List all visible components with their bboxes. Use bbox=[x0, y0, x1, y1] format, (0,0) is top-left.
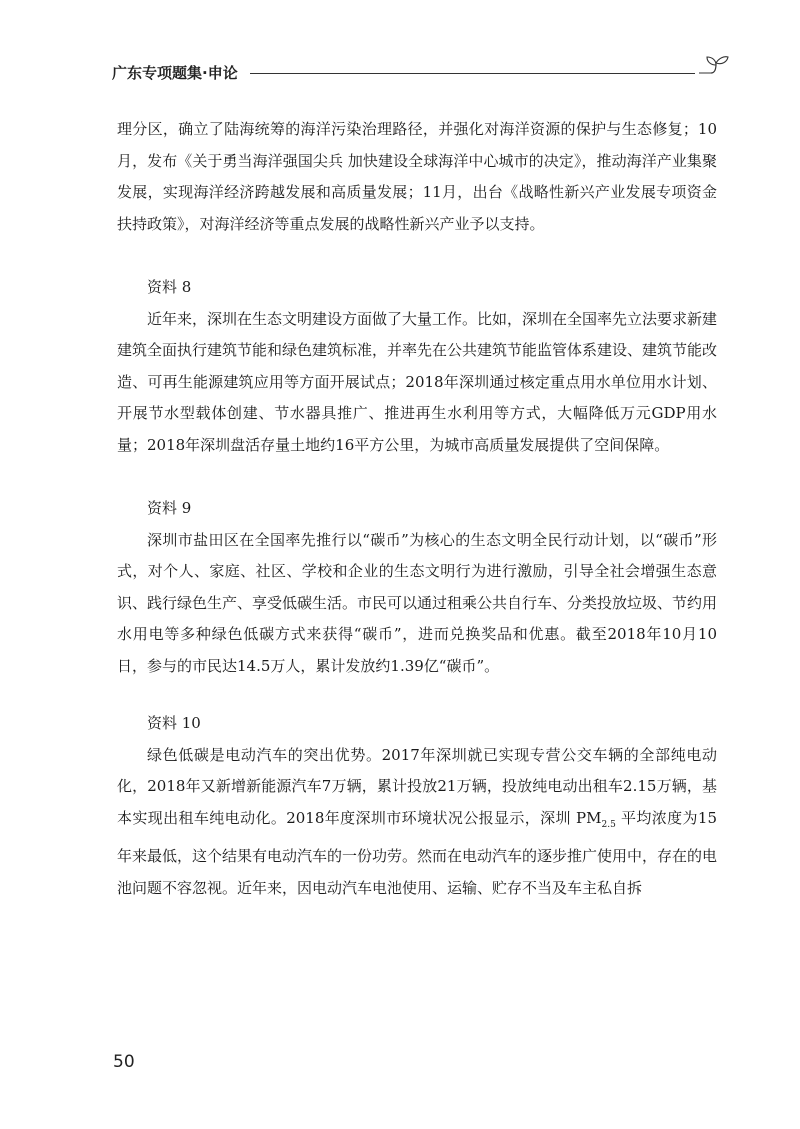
page-header bbox=[112, 60, 722, 90]
material-9-label: 资料 9 bbox=[147, 499, 192, 517]
intro-paragraph: 理分区，确立了陆海统筹的海洋污染治理路径，并强化对海洋资源的保护与生态修复；10月，发布《关于勇当海洋强国尖兵 加快建设全球海洋中心城市的决定》，推动海洋产业集聚发展，实现海洋经济跨越发展和高质量发展；11月，出台《战略性新兴产业发展专项资金扶持政策》，对海洋经济等重点发展的战略性新兴产业予以支持。 bbox=[117, 120, 717, 233]
material-10-paragraph bbox=[117, 740, 717, 905]
material-8-label: 资料 8 bbox=[147, 278, 192, 296]
book-title: 广东专项题集·申论 bbox=[112, 64, 238, 82]
sprout-icon bbox=[697, 52, 731, 84]
material-8-paragraph: 近年来，深圳在生态文明建设方面做了大量工作。比如，深圳在全国率先立法要求新建建筑全面执行建筑节能和绿色建筑标准，并率先在公共建筑节能监管体系建设、建筑节能改造、可再生能源建筑应用等方面开展试点；2018年深圳通过核定重点用水单位用水计划、开展节水型载体创建、节水器具推广、推进再生水利用等方式，大幅降低万元GDP用水量；2018年深圳盘活存量土地约16平方公里，为城市高质量发展提供了空间保障。 bbox=[117, 309, 718, 454]
pm-subscript: 2.5 bbox=[601, 819, 616, 830]
material-10-text-b: 平均浓度为15年来最低，这个结果有电动汽车的一份功劳。然而在电动汽车的逐步推广使用中，存在的电池问题不容忽视。近年来，因电动汽车电池使用、运输、贮存不当及车主私自拆 bbox=[117, 808, 718, 897]
header-rule bbox=[250, 73, 695, 74]
page-body bbox=[117, 114, 717, 904]
material-10-text-a: 绿色低碳是电动汽车的突出优势。2017年深圳就已实现专营公交车辆的全部纯电动化，2018年又新增新能源汽车7万辆，累计投放21万辆，投放纯电动出租车2.15万辆，基本实现出租车纯电动化。2018年度深圳市环境状况公报显示，深圳 PM bbox=[117, 745, 717, 827]
page-number: 50 bbox=[113, 1052, 135, 1072]
material-9-paragraph: 深圳市盐田区在全国率先推行以“碳币”为核心的生态文明全民行动计划，以“碳币”形式，对个人、家庭、社区、学校和企业的生态文明行为进行激励，引导全社会增强生态意识、践行绿色生产、享受低碳生活。市民可以通过租乘公共自行车、分类投放垃圾、节约用水用电等多种绿色低碳方式来获得“碳币”，进而兑换奖品和优惠。截至2018年10月10日，参与的市民达14.5万人，累计发放约1.39亿“碳币”。 bbox=[117, 530, 718, 675]
material-10-label: 资料 10 bbox=[147, 714, 201, 732]
